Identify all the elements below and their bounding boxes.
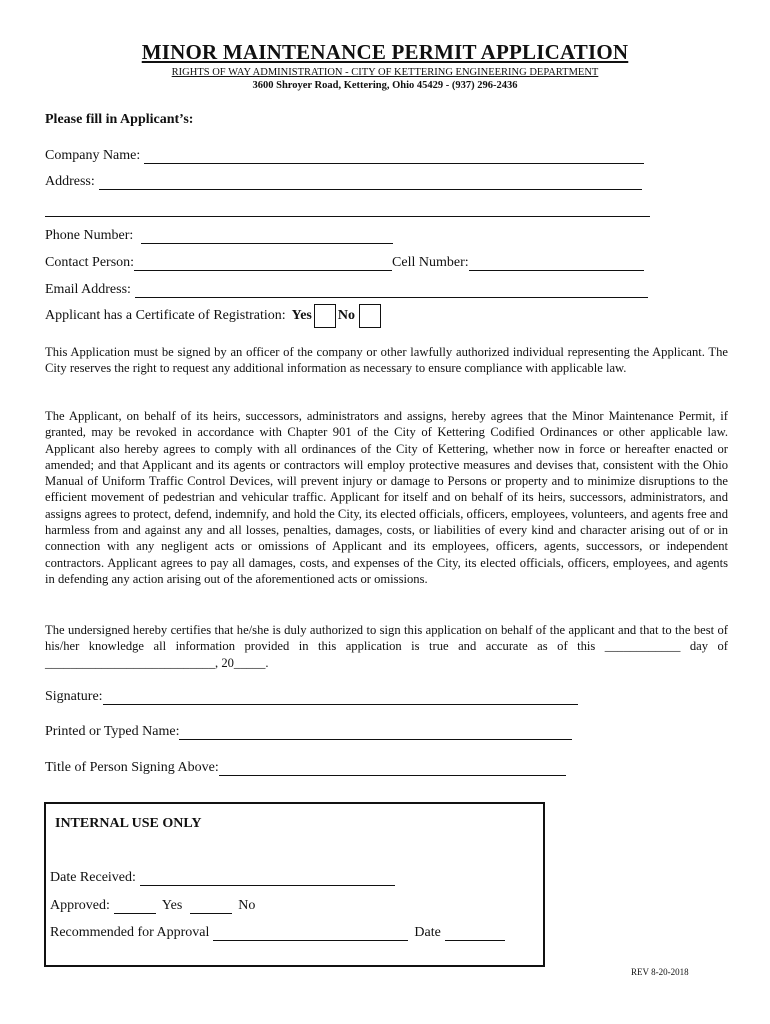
certificate-yes-checkbox[interactable]	[314, 304, 336, 328]
address-row	[45, 174, 642, 190]
certificate-label: Applicant has a Certificate of Registration:	[45, 308, 286, 323]
signature-label: Signature:	[45, 689, 103, 704]
approved-yes-label: Yes	[161, 898, 183, 913]
indemnification-paragraph: The Applicant, on behalf of its heirs, successors, administrators and assigns, hereby agrees that the Minor Maintenance Permit, if granted, may be revoked in accordance with Chapter 901 of the City of Kettering Codified Ordinances or other applicable law. Applicant also hereby agrees to comply with all ordinances of the City of Kettering, whether now in force or hereafter enacted or amended; and that Applicant and its agents or contractors will employ protective measures and devises that, consistent with the Ohio Manual of Uniform Traffic Control Devices, will prevent injury or damage to Persons or property and to minimize disruptions to the efficient movement of pedestrian and vehicular traffic. Applicant for itself and on behalf of its heirs, successors, administrators, and assigns agrees to protect, defend, indemnify, and hold the City, its elected officials, officers, employees, volunteers, and agents free and harmless from and against any and all losses, penalties, damages, costs, or liabilities of every kind and character arising out of or in connection with any negligent acts or omissions of Applicant and its employees, officers, agents, successors, or independent contractors. Applicant agrees to pay all damages, costs, and expenses of the City, its elected officials, officers, employees, and agents in defending any action arising out of the aforementioned acts or omissions.	[45, 409, 728, 586]
internal-use-box	[44, 802, 545, 967]
company-name-label: Company Name:	[45, 148, 141, 163]
approved-row	[50, 898, 255, 914]
recommended-label: Recommended for Approval	[50, 925, 210, 940]
signer-title-label: Title of Person Signing Above:	[45, 760, 219, 775]
company-name-field[interactable]	[144, 149, 644, 164]
signature-row	[45, 689, 578, 705]
recommended-row	[50, 925, 505, 941]
printed-name-label: Printed or Typed Name:	[45, 724, 180, 739]
revision-label: REV 8-20-2018	[631, 967, 689, 977]
recommended-field[interactable]	[213, 926, 408, 941]
authorization-paragraph: This Application must be signed by an officer of the company or other lawfully authorized individual representing the Applicant. The City reserves the right to request any additional information as necessary to ensure compliance with applicable law.	[45, 345, 728, 376]
printed-name-field[interactable]	[179, 725, 572, 740]
printed-name-row	[45, 724, 572, 740]
address-line-2-field[interactable]	[45, 215, 650, 217]
approved-no-field[interactable]	[190, 899, 232, 914]
approved-no-label: No	[238, 898, 256, 913]
certificate-yes-label: Yes	[291, 308, 312, 323]
email-address-label: Email Address:	[45, 282, 131, 297]
contact-person-label: Contact Person:	[45, 255, 135, 270]
internal-use-heading: INTERNAL USE ONLY	[55, 816, 202, 831]
certificate-no-checkbox[interactable]	[359, 304, 381, 328]
date-received-row	[50, 870, 395, 886]
recommended-date-field[interactable]	[445, 926, 505, 941]
contact-person-field[interactable]	[134, 256, 392, 271]
address-field[interactable]	[99, 175, 642, 190]
cell-number-label: Cell Number:	[392, 255, 469, 270]
date-received-field[interactable]	[140, 871, 395, 886]
signer-title-row	[45, 760, 566, 776]
signature-field[interactable]	[103, 690, 578, 705]
department-address: 3600 Shroyer Road, Kettering, Ohio 45429 - (937) 296-2436	[252, 80, 518, 91]
date-received-label: Date Received:	[50, 870, 136, 885]
address-label: Address:	[45, 174, 95, 189]
certification-paragraph: The undersigned hereby certifies that he/she is duly authorized to sign this application on behalf of the applicant and that to the best of his/her knowledge all information provided in this application is true and accurate as of this ____________ day of ___________________________, 20_____.	[45, 623, 728, 670]
email-row	[45, 282, 648, 298]
cell-number-field[interactable]	[469, 256, 644, 271]
company-name-row	[45, 148, 644, 164]
approved-yes-field[interactable]	[114, 899, 156, 914]
applicant-section-heading: Please fill in Applicant’s:	[45, 112, 194, 127]
recommended-date-label: Date	[414, 925, 441, 940]
page-title: MINOR MAINTENANCE PERMIT APPLICATION	[141, 40, 629, 64]
phone-number-field[interactable]	[141, 229, 393, 244]
department-subtitle: RIGHTS OF WAY ADMINISTRATION - CITY OF KETTERING ENGINEERING DEPARTMENT	[171, 67, 599, 78]
contact-row	[45, 255, 644, 271]
phone-number-row	[45, 228, 393, 244]
email-address-field[interactable]	[135, 283, 648, 298]
phone-number-label: Phone Number:	[45, 228, 134, 243]
certificate-no-label: No	[337, 308, 356, 323]
signer-title-field[interactable]	[219, 761, 566, 776]
certificate-row	[45, 304, 381, 328]
approved-label: Approved:	[50, 898, 110, 913]
